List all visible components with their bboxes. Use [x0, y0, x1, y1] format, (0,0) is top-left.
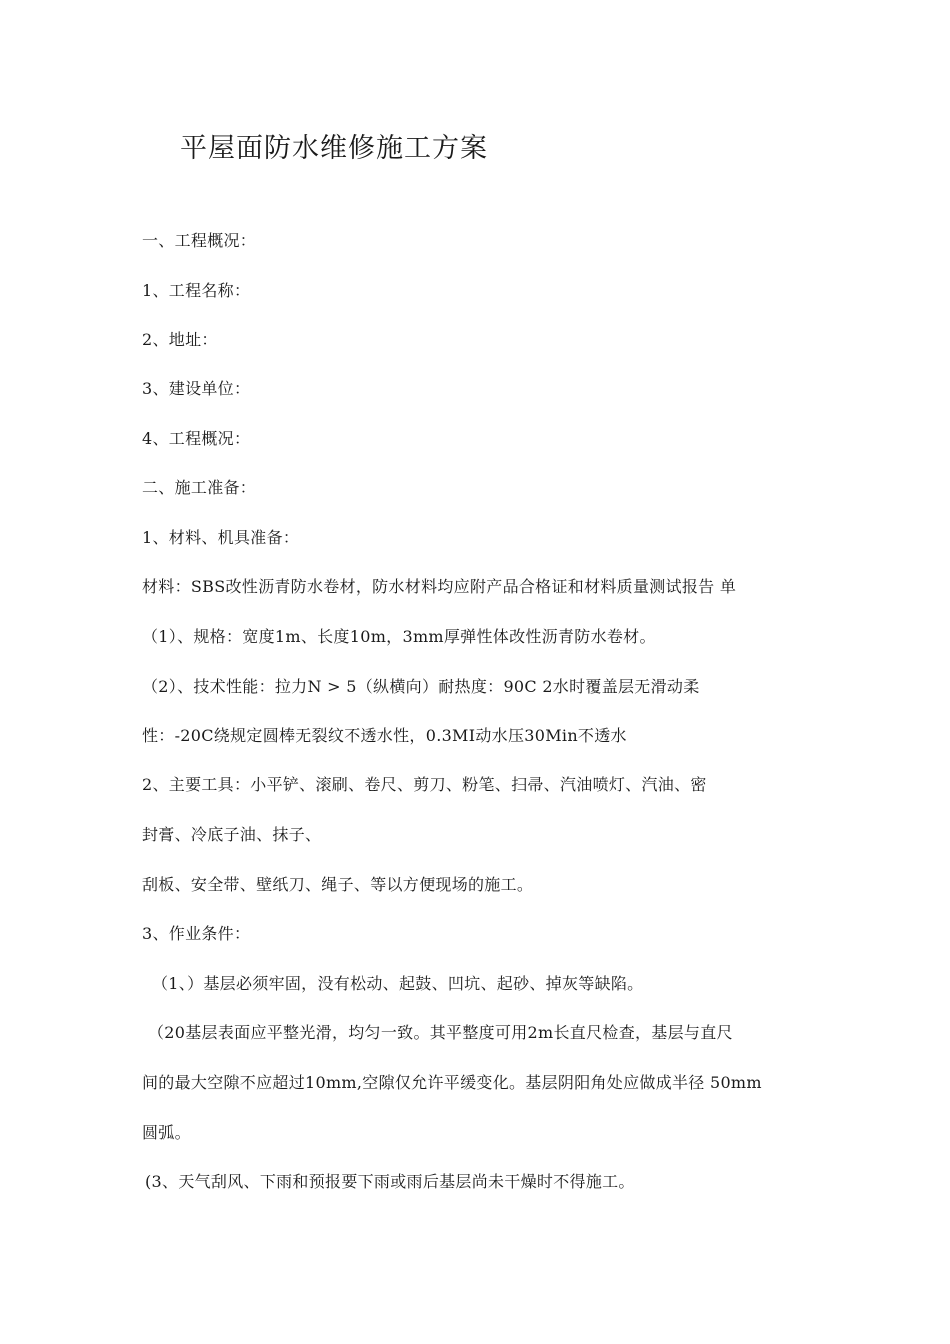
section-heading-preparation: 二、施工准备：	[142, 478, 257, 497]
item-project-name: 1、工程名称：	[142, 281, 251, 300]
paragraph-condition-2a: （20基层表面应平整光滑，均匀一致。其平整度可用2m长直尺检查，基层与直尺	[148, 1023, 733, 1042]
document-title: 平屋面防水维修施工方案	[180, 133, 488, 164]
paragraph-condition-1: （1、）基层必须牢固，没有松动、起鼓、凹坑、起砂、掉灰等缺陷。	[152, 974, 644, 993]
section-heading-project-overview: 一、工程概况：	[142, 231, 257, 250]
item-work-conditions: 3、作业条件：	[142, 924, 251, 943]
paragraph-tools-3: 刮板、安全带、壁纸刀、绳子、等以方便现场的施工。	[142, 875, 534, 894]
item-project-overview: 4、工程概况：	[142, 429, 251, 448]
paragraph-condition-3: (3、天气刮风、下雨和预报要下雨或雨后基层尚未干燥时不得施工。	[145, 1172, 635, 1191]
paragraph-condition-2b: 间的最大空隙不应超过10mm,空隙仅允许平缓变化。基层阴阳角处应做成半径 50mm	[142, 1073, 762, 1092]
paragraph-tools-2: 封膏、冷底子油、抹子、	[142, 825, 322, 844]
paragraph-condition-2c: 圆弧。	[142, 1123, 191, 1142]
item-address: 2、地址：	[142, 330, 218, 349]
paragraph-specification: （1）、规格：宽度1m、长度10m，3mm厚弹性体改性沥青防水卷材。	[142, 627, 656, 646]
paragraph-performance-1: （2）、技术性能：拉力N > 5（纵横向）耐热度：90C 2水时覆盖层无滑动柔	[142, 677, 700, 696]
item-construction-unit: 3、建设单位：	[142, 379, 251, 398]
paragraph-materials: 材料：SBS改性沥青防水卷材，防水材料均应附产品合格证和材料质量测试报告 单	[142, 577, 737, 596]
item-materials-tools: 1、材料、机具准备：	[142, 528, 300, 547]
paragraph-tools-1: 2、主要工具：小平铲、滚刷、卷尺、剪刀、粉笔、扫帚、汽油喷灯、汽油、密	[142, 775, 707, 794]
paragraph-performance-2: 性：-20C绕规定圆棒无裂纹不透水性，0.3MI动水压30Min不透水	[142, 726, 627, 745]
